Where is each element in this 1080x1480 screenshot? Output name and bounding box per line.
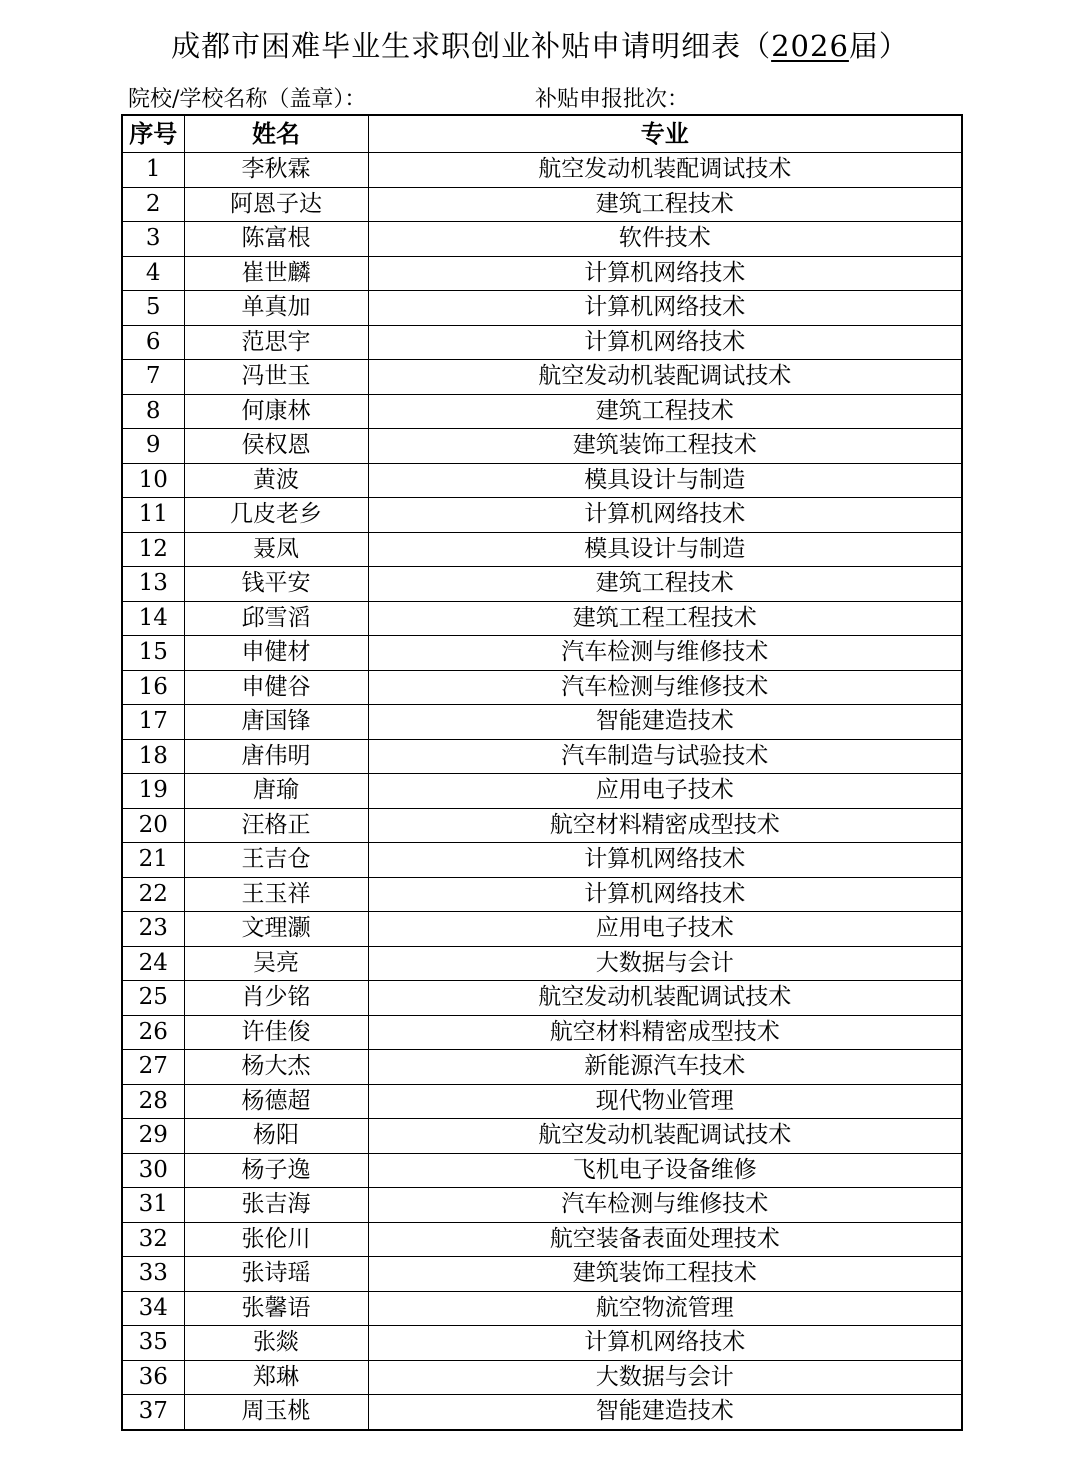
cell-no: 28 (122, 1084, 184, 1119)
cell-name: 唐瑜 (184, 774, 368, 809)
cell-major: 智能建造技术 (368, 1395, 962, 1430)
cell-name: 单真加 (184, 291, 368, 326)
cell-no: 18 (122, 739, 184, 774)
cell-name: 许佳俊 (184, 1015, 368, 1050)
cell-major: 智能建造技术 (368, 705, 962, 740)
table-row (122, 429, 962, 464)
table-row (122, 256, 962, 291)
table-row (122, 1153, 962, 1188)
cell-major: 计算机网络技术 (368, 291, 962, 326)
cell-major: 计算机网络技术 (368, 843, 962, 878)
cell-major: 建筑工程技术 (368, 394, 962, 429)
cell-no: 32 (122, 1222, 184, 1257)
cell-major: 建筑装饰工程技术 (368, 429, 962, 464)
table-row (122, 1084, 962, 1119)
school-name-label: 院校/学校名称（盖章）： (128, 87, 367, 112)
cell-major: 建筑工程工程技术 (368, 601, 962, 636)
title-prefix: 成都市困难毕业生求职创业补贴申请明细表（ (171, 29, 772, 63)
cell-no: 26 (122, 1015, 184, 1050)
table-row (122, 291, 962, 326)
table-row (122, 567, 962, 602)
cell-major: 航空材料精密成型技术 (368, 1015, 962, 1050)
cell-name: 吴亮 (184, 946, 368, 981)
cell-name: 张吉海 (184, 1188, 368, 1223)
cell-name: 张馨语 (184, 1291, 368, 1326)
table-row (122, 912, 962, 947)
cell-name: 聂凤 (184, 532, 368, 567)
header-major: 专业 (368, 115, 962, 153)
cell-no: 13 (122, 567, 184, 602)
table-row (122, 774, 962, 809)
table-row (122, 1291, 962, 1326)
header-no: 序号 (122, 115, 184, 153)
cell-name: 冯世玉 (184, 360, 368, 395)
cell-major: 计算机网络技术 (368, 1326, 962, 1361)
cell-name: 张诗瑶 (184, 1257, 368, 1292)
cell-major: 计算机网络技术 (368, 498, 962, 533)
cell-name: 李秋霖 (184, 153, 368, 188)
cell-name: 唐伟明 (184, 739, 368, 774)
table-row (122, 636, 962, 671)
cell-name: 范思宇 (184, 325, 368, 360)
cell-name: 文理灏 (184, 912, 368, 947)
cell-major: 模具设计与制造 (368, 463, 962, 498)
cell-name: 王玉祥 (184, 877, 368, 912)
title-suffix: 届） (848, 29, 909, 63)
table-row (122, 1360, 962, 1395)
table-row (122, 187, 962, 222)
title-year: 2026 (771, 29, 849, 63)
cell-major: 飞机电子设备维修 (368, 1153, 962, 1188)
cell-major: 计算机网络技术 (368, 256, 962, 291)
cell-no: 35 (122, 1326, 184, 1361)
cell-major: 大数据与会计 (368, 946, 962, 981)
table-row (122, 705, 962, 740)
table-row (122, 1119, 962, 1154)
cell-major: 航空发动机装配调试技术 (368, 1119, 962, 1154)
cell-name: 唐国锋 (184, 705, 368, 740)
cell-no: 3 (122, 222, 184, 257)
table-row (122, 325, 962, 360)
cell-no: 12 (122, 532, 184, 567)
cell-major: 汽车制造与试验技术 (368, 739, 962, 774)
cell-name: 钱平安 (184, 567, 368, 602)
cell-no: 34 (122, 1291, 184, 1326)
cell-no: 9 (122, 429, 184, 464)
cell-major: 汽车检测与维修技术 (368, 1188, 962, 1223)
cell-name: 郑琳 (184, 1360, 368, 1395)
batch-label: 补贴申报批次： (535, 87, 690, 112)
table-row (122, 1222, 962, 1257)
cell-no: 19 (122, 774, 184, 809)
table-row (122, 808, 962, 843)
cell-major: 新能源汽车技术 (368, 1050, 962, 1085)
cell-name: 侯权恩 (184, 429, 368, 464)
table-row (122, 394, 962, 429)
table-row (122, 153, 962, 188)
cell-major: 现代物业管理 (368, 1084, 962, 1119)
cell-major: 建筑装饰工程技术 (368, 1257, 962, 1292)
cell-no: 15 (122, 636, 184, 671)
cell-name: 张燚 (184, 1326, 368, 1361)
cell-name: 阿恩子达 (184, 187, 368, 222)
cell-name: 王吉仓 (184, 843, 368, 878)
table-row (122, 360, 962, 395)
cell-no: 5 (122, 291, 184, 326)
cell-major: 航空物流管理 (368, 1291, 962, 1326)
table-row (122, 1326, 962, 1361)
table-row (122, 532, 962, 567)
cell-name: 黄波 (184, 463, 368, 498)
cell-name: 杨子逸 (184, 1153, 368, 1188)
cell-no: 4 (122, 256, 184, 291)
cell-no: 31 (122, 1188, 184, 1223)
cell-major: 建筑工程技术 (368, 567, 962, 602)
table-row (122, 1395, 962, 1430)
header-name: 姓名 (184, 115, 368, 153)
cell-no: 22 (122, 877, 184, 912)
cell-major: 软件技术 (368, 222, 962, 257)
cell-no: 2 (122, 187, 184, 222)
table-row (122, 1257, 962, 1292)
cell-name: 申健材 (184, 636, 368, 671)
subsidy-detail-table (121, 114, 963, 1431)
cell-no: 30 (122, 1153, 184, 1188)
cell-no: 36 (122, 1360, 184, 1395)
table-row (122, 498, 962, 533)
cell-major: 计算机网络技术 (368, 877, 962, 912)
cell-major: 计算机网络技术 (368, 325, 962, 360)
cell-no: 20 (122, 808, 184, 843)
cell-name: 何康林 (184, 394, 368, 429)
cell-no: 23 (122, 912, 184, 947)
cell-name: 杨德超 (184, 1084, 368, 1119)
table-row (122, 1050, 962, 1085)
cell-major: 建筑工程技术 (368, 187, 962, 222)
cell-major: 应用电子技术 (368, 912, 962, 947)
cell-name: 申健谷 (184, 670, 368, 705)
cell-no: 21 (122, 843, 184, 878)
cell-no: 7 (122, 360, 184, 395)
cell-name: 周玉桃 (184, 1395, 368, 1430)
cell-name: 陈富根 (184, 222, 368, 257)
cell-name: 几皮老乡 (184, 498, 368, 533)
table-header-row (122, 115, 962, 153)
cell-major: 航空材料精密成型技术 (368, 808, 962, 843)
cell-no: 29 (122, 1119, 184, 1154)
cell-major: 大数据与会计 (368, 1360, 962, 1395)
table-row (122, 1188, 962, 1223)
table-row (122, 981, 962, 1016)
cell-no: 27 (122, 1050, 184, 1085)
cell-major: 航空发动机装配调试技术 (368, 981, 962, 1016)
table-row (122, 463, 962, 498)
cell-major: 应用电子技术 (368, 774, 962, 809)
cell-no: 16 (122, 670, 184, 705)
cell-no: 17 (122, 705, 184, 740)
cell-no: 11 (122, 498, 184, 533)
cell-no: 24 (122, 946, 184, 981)
cell-name: 肖少铭 (184, 981, 368, 1016)
table-body (122, 153, 962, 1430)
cell-major: 航空发动机装配调试技术 (368, 360, 962, 395)
table-row (122, 222, 962, 257)
cell-major: 汽车检测与维修技术 (368, 670, 962, 705)
cell-major: 航空发动机装配调试技术 (368, 153, 962, 188)
table-row (122, 601, 962, 636)
table-row (122, 843, 962, 878)
table-row (122, 1015, 962, 1050)
cell-no: 25 (122, 981, 184, 1016)
cell-no: 33 (122, 1257, 184, 1292)
cell-no: 1 (122, 153, 184, 188)
cell-major: 汽车检测与维修技术 (368, 636, 962, 671)
cell-name: 崔世麟 (184, 256, 368, 291)
table-row (122, 946, 962, 981)
cell-name: 邱雪滔 (184, 601, 368, 636)
cell-name: 汪格正 (184, 808, 368, 843)
cell-no: 14 (122, 601, 184, 636)
cell-name: 杨阳 (184, 1119, 368, 1154)
document-title (0, 24, 1080, 65)
table-row (122, 739, 962, 774)
cell-no: 10 (122, 463, 184, 498)
table-row (122, 670, 962, 705)
cell-no: 37 (122, 1395, 184, 1430)
cell-name: 张伦川 (184, 1222, 368, 1257)
cell-name: 杨大杰 (184, 1050, 368, 1085)
cell-no: 8 (122, 394, 184, 429)
table-row (122, 877, 962, 912)
cell-major: 航空装备表面处理技术 (368, 1222, 962, 1257)
cell-major: 模具设计与制造 (368, 532, 962, 567)
cell-no: 6 (122, 325, 184, 360)
